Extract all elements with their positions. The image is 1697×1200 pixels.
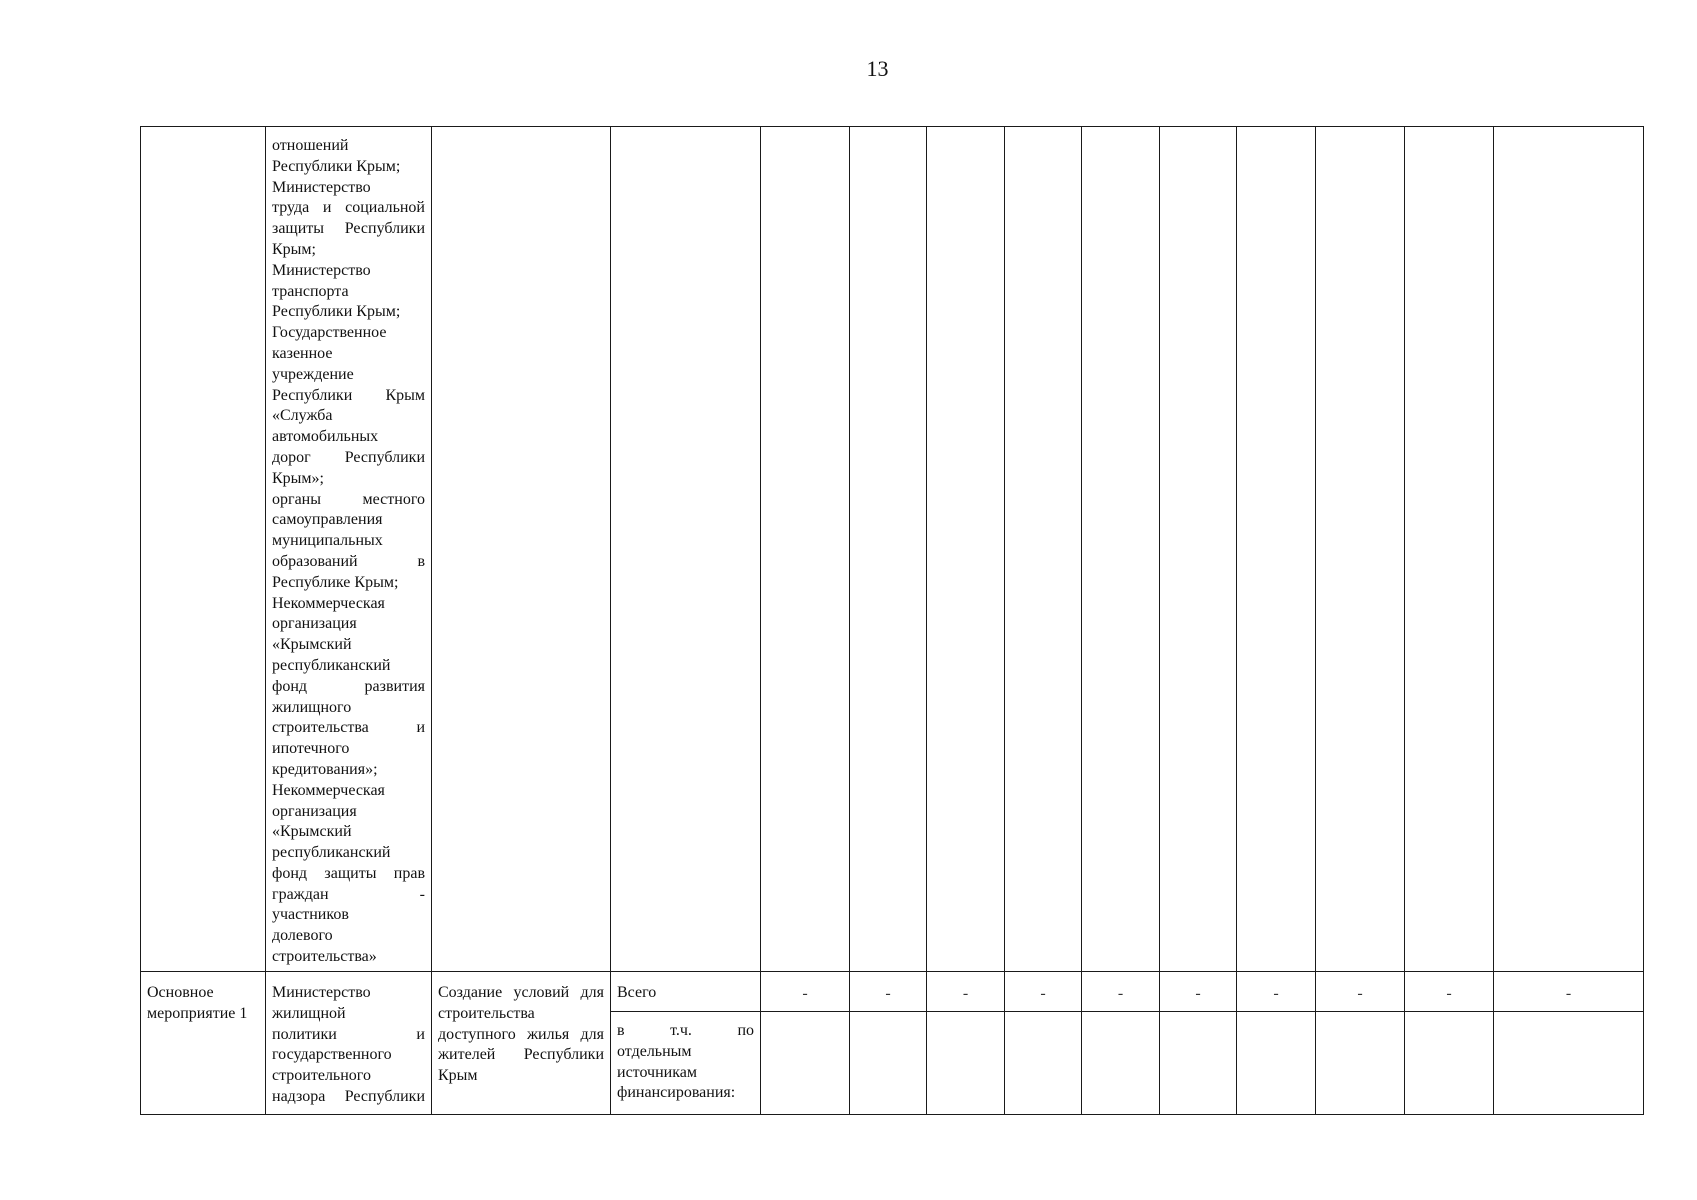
total-value-cell-col6 (1159, 971, 1237, 1012)
row1-name-cell (140, 126, 266, 972)
value-cell-row1-col5 (1081, 126, 1160, 972)
source-value-cell-col8 (1315, 1011, 1405, 1115)
total-value-cell-col10 (1493, 971, 1644, 1012)
executor-line: «Служба (272, 407, 333, 425)
activity-name-cell (140, 971, 266, 1115)
executor-line: Республики Крым; (272, 303, 401, 321)
executor-line: органы местного (272, 490, 425, 508)
executor-line: казенное (272, 344, 333, 362)
executor-line: участников (272, 906, 349, 924)
value-cell-row1-col2 (849, 126, 927, 972)
source-value-cell-col10 (1493, 1011, 1644, 1115)
value-cell-row1-col10 (1493, 126, 1644, 972)
activity-executor-line: надзора Республики (272, 1087, 425, 1105)
total-value: - (1040, 985, 1046, 1002)
activity-executor-line: государственного (272, 1046, 392, 1064)
total-value-cell-col4 (1004, 971, 1082, 1012)
total-value: - (1117, 985, 1124, 1002)
total-label-cell (610, 971, 761, 1012)
executor-line: долевого (272, 927, 333, 945)
row1-goal-cell (431, 126, 611, 972)
total-value: - (1273, 985, 1279, 1002)
value-cell-row1-col1 (760, 126, 850, 972)
executor-line: защиты Республики (272, 220, 425, 238)
executor-line: самоуправления (272, 511, 383, 529)
executor-line: отношений (272, 137, 349, 154)
executor-line: жилищного (272, 698, 352, 716)
executor-line: строительства» (272, 948, 377, 966)
executor-line: транспорта (272, 282, 349, 300)
activity-executor-line: Министерство (272, 984, 371, 1001)
executor-line: Республики Крым (272, 386, 425, 404)
executor-line: труда и социальной (272, 199, 425, 217)
executor-line: Крым»; (272, 469, 324, 487)
sources-label-cell (610, 1011, 761, 1115)
total-value: - (1195, 985, 1201, 1002)
source-value-cell-col1 (760, 1011, 850, 1115)
executor-line: Республике Крым; (272, 573, 399, 591)
value-cell-row1-col9 (1404, 126, 1494, 972)
executor-line: автомобильных (272, 428, 379, 446)
total-value: - (1446, 985, 1452, 1002)
executor-line: Некоммерческая (272, 594, 385, 612)
value-cell-row1-col7 (1236, 126, 1316, 972)
page-number: 13 (866, 56, 889, 81)
activity-executor-line: строительного (272, 1067, 371, 1085)
sources-label-line: источникам (617, 1063, 697, 1081)
executor-line: Некоммерческая (272, 781, 385, 799)
row1-source-cell (610, 126, 761, 972)
executor-line: «Крымский (272, 636, 352, 654)
total-value-cell-col2 (849, 971, 927, 1012)
total-value: - (885, 985, 891, 1002)
executor-line: учреждение (272, 365, 354, 383)
source-value-cell-col3 (926, 1011, 1005, 1115)
executor-line: фонд защиты прав (272, 864, 425, 882)
activity-name-line: мероприятие 1 (147, 1004, 248, 1022)
activity-executor-line: жилищной (272, 1004, 346, 1022)
total-value-cell-col9 (1404, 971, 1494, 1012)
total-value-cell-col7 (1236, 971, 1316, 1012)
activity-executor-cell (265, 971, 432, 1115)
executor-line: Крым; (272, 240, 316, 258)
total-value-cell-col3 (926, 971, 1005, 1012)
activity-goal-line: жителей Республики (438, 1046, 604, 1064)
executor-line: организация (272, 802, 357, 820)
program-table (140, 126, 1644, 1115)
activity-goal-line: Крым (438, 1067, 478, 1085)
value-cell-row1-col6 (1159, 126, 1237, 972)
executor-line: организация (272, 615, 357, 633)
sources-label-line: финансирования: (617, 1084, 736, 1102)
sources-label-line: отдельным (617, 1042, 692, 1060)
value-cell-row1-col8 (1315, 126, 1405, 972)
activity-goal-line: доступного жилья для (438, 1025, 604, 1043)
source-value-cell-col9 (1404, 1011, 1494, 1115)
executor-line: дорог Республики (272, 448, 425, 466)
executor-line: республиканский (272, 656, 391, 674)
executor-line: Министерство (272, 178, 371, 196)
total-value: - (962, 985, 969, 1002)
executor-line: кредитования»; (272, 760, 378, 778)
total-value: - (802, 985, 808, 1002)
activity-executor-line: политики и (272, 1025, 425, 1043)
source-value-cell-col2 (849, 1011, 927, 1115)
executor-line: республиканский (272, 844, 391, 862)
executor-line: ипотечного (272, 740, 350, 758)
sources-label-line: в т.ч. по (617, 1022, 754, 1039)
total-value-cell-col8 (1315, 971, 1405, 1012)
executor-line: «Крымский (272, 823, 352, 841)
source-value-cell-col5 (1081, 1011, 1160, 1115)
executor-line: граждан - (272, 885, 425, 903)
total-value-cell-col1 (760, 971, 850, 1012)
total-label: Всего (617, 984, 657, 1001)
value-cell-row1-col4 (1004, 126, 1082, 972)
activity-goal-line: Создание условий для (438, 984, 604, 1001)
total-value: - (1357, 985, 1363, 1002)
source-value-cell-col7 (1236, 1011, 1316, 1115)
row1-executors-cell (265, 126, 432, 972)
activity-name-line: Основное (147, 984, 214, 1001)
activity-goal-line: строительства (438, 1004, 535, 1022)
executor-line: строительства и (272, 719, 425, 737)
executor-line: фонд развития (272, 677, 425, 695)
total-value: - (1565, 985, 1572, 1002)
executor-line: муниципальных (272, 532, 383, 550)
executor-line: Министерство (272, 261, 371, 279)
executor-line: Государственное (272, 324, 387, 342)
value-cell-row1-col3 (926, 126, 1005, 972)
executor-line: образований в (272, 552, 425, 570)
source-value-cell-col4 (1004, 1011, 1082, 1115)
executor-line: Республики Крым; (272, 157, 401, 175)
total-value-cell-col5 (1081, 971, 1160, 1012)
activity-goal-cell (431, 971, 611, 1115)
source-value-cell-col6 (1159, 1011, 1237, 1115)
